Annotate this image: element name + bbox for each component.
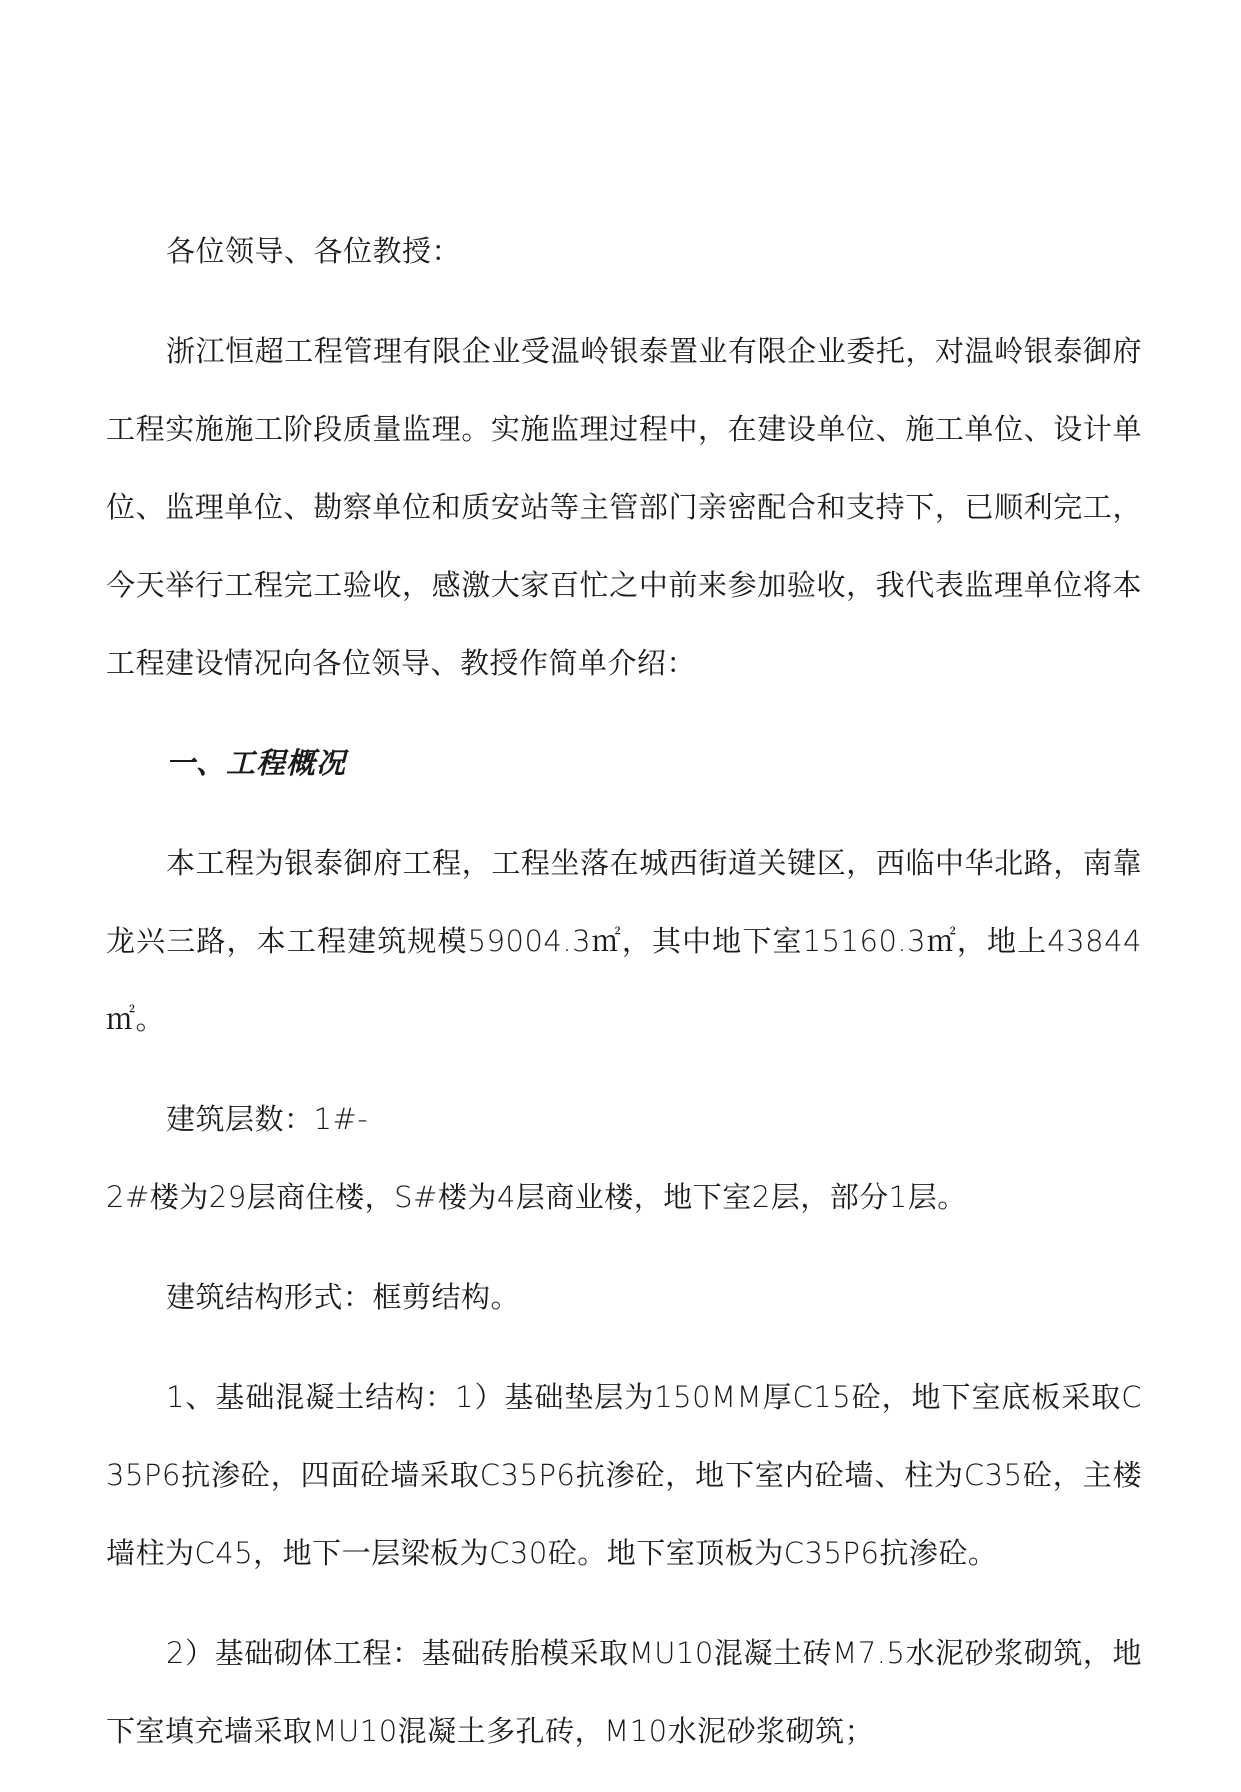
overview-paragraph: 本工程为银泰御府工程，工程坐落在城西街道关键区，西临中华北路，南靠龙兴三路，本工程建筑规模59004.3㎡，其中地下室15160.3㎡，地上43844㎡。 (106, 846, 1142, 1036)
foundation-masonry-paragraph: 2）基础砌体工程：基础砖胎模采取MU10混凝土砖M7.5水泥砂浆砌筑，地下室填充墙采取MU10混凝土多孔砖，M10水泥砂浆砌筑； (106, 1636, 1142, 1748)
greeting-paragraph: 各位领导、各位教授： (166, 234, 462, 268)
foundation-concrete-paragraph: 1、基础混凝土结构：1）基础垫层为150MM厚C15砼，地下室底板采取C35P6抗渗砼，四面砼墙采取C35P6抗渗砼，地下室内砼墙、柱为C35砼，主楼墙柱为C45，地下一层梁板为C30砼。地下室顶板为C35P6抗渗砼。 (106, 1380, 1142, 1570)
document-body (106, 212, 1142, 1792)
section-heading-overview: 一、工程概况 (166, 746, 347, 780)
structure-form-paragraph: 建筑结构形式：框剪结构。 (166, 1280, 521, 1314)
floors-detail-paragraph: 2#楼为29层商住楼，S#楼为4层商业楼，地下室2层，部分1层。 (106, 1180, 967, 1214)
floors-label-paragraph: 建筑层数：1#- (166, 1102, 369, 1136)
intro-paragraph: 浙江恒超工程管理有限企业受温岭银泰置业有限企业委托，对温岭银泰御府工程实施施工阶段质量监理。实施监理过程中，在建设单位、施工单位、设计单位、监理单位、勘察单位和质安站等主管部门亲密配合和支持下，已顺利完工，今天举行工程完工验收，感激大家百忙之中前来参加验收，我代表监理单位将本工程建设情况向各位领导、教授作简单介绍： (106, 334, 1142, 680)
